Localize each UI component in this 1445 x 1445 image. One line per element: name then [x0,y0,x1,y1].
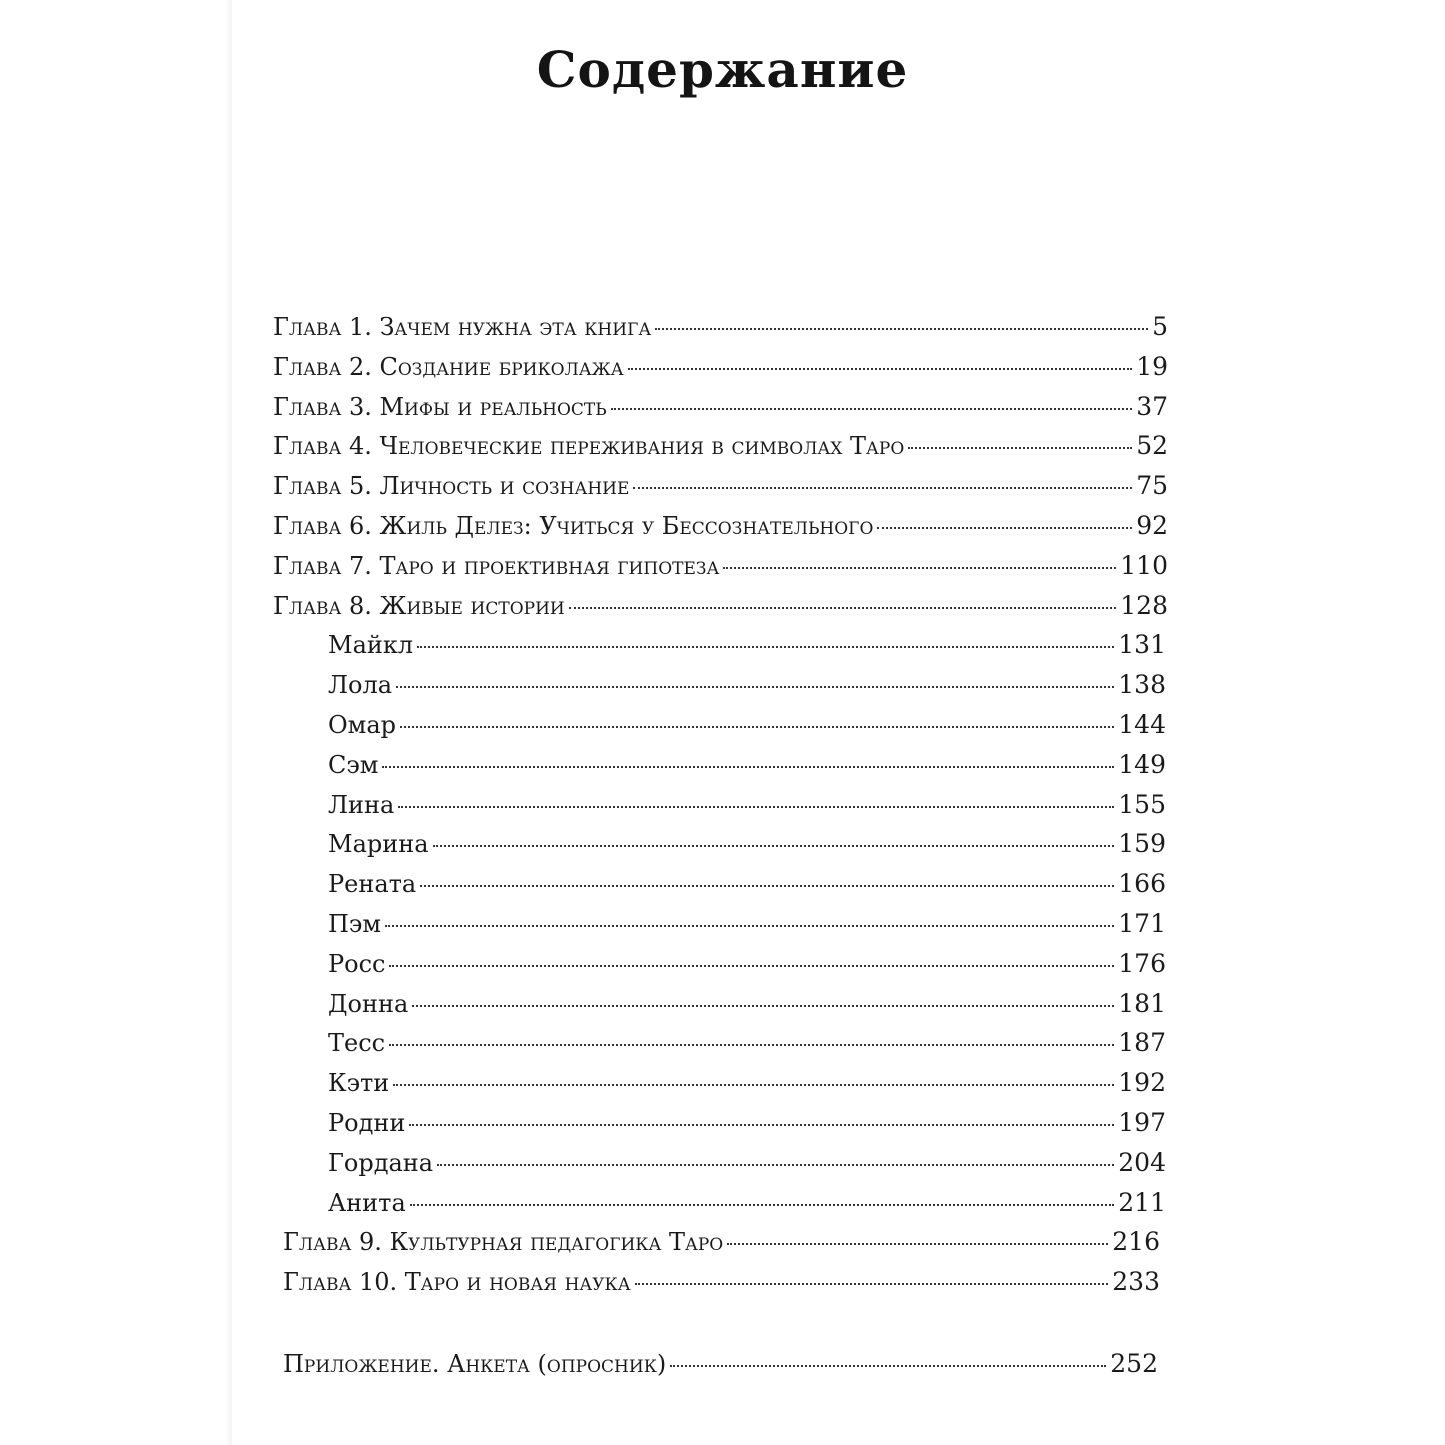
toc-row-appendix [283,1349,1158,1389]
toc-row-chapter [273,471,1168,511]
dot-leader [389,965,1114,967]
dot-leader [670,1365,1106,1367]
toc-row-story [328,710,1166,750]
toc-entry-title: Глава 6. Жиль Делез: Учиться у Бессознательного [273,512,874,540]
dot-leader [611,408,1132,410]
toc-row-story [328,790,1166,830]
toc-page-number: 159 [1118,829,1166,859]
toc-entry-title: Глава 3. Мифы и реальность [273,392,607,421]
toc-page-number: 155 [1118,789,1166,819]
toc-page-number: 181 [1118,988,1166,1018]
toc-entry-title: Марина [328,830,429,859]
toc-page-number: 211 [1118,1187,1166,1217]
dot-leader [410,1204,1115,1206]
toc-page-number: 176 [1118,948,1166,978]
toc-entry-title: Родни [328,1109,406,1137]
dot-leader [400,726,1114,728]
toc-row-chapter [273,511,1168,551]
toc-row-chapter [273,352,1168,392]
toc-page-number: 192 [1118,1068,1166,1098]
dot-leader [398,806,1114,808]
toc-row-story [328,949,1166,989]
toc-row-chapter [283,1267,1160,1307]
dot-leader [723,567,1116,569]
toc-row-chapter [273,312,1168,352]
toc-page-number: 187 [1118,1028,1166,1058]
toc-entry-title: Глава 5. Личность и сознание [273,472,630,501]
toc-entry-title: Приложение. Анкета (опросник) [283,1350,667,1378]
toc-entry-title: Пэм [328,910,382,938]
toc-page-number: 171 [1118,909,1166,938]
toc-entry-title: Донна [328,989,409,1018]
toc-row-story [328,989,1166,1029]
toc-row-story [328,909,1166,949]
dot-leader [389,1044,1114,1046]
toc-entry-title: Глава 10. Таро и новая наука [283,1268,631,1297]
dot-leader [635,1283,1109,1285]
toc-page-number: 216 [1112,1227,1160,1257]
dot-leader [628,368,1133,370]
toc-page-number: 204 [1118,1147,1166,1177]
toc-page-number: 92 [1136,511,1168,540]
toc-page-number: 138 [1118,670,1166,700]
toc-page-number: 252 [1110,1349,1158,1378]
dot-leader [393,1084,1114,1086]
toc-page-number: 144 [1118,710,1166,739]
dot-leader [417,646,1114,648]
toc-entry-title: Кэти [328,1069,390,1098]
toc-entry-title: Лина [328,790,395,819]
dot-leader [385,925,1114,927]
dot-leader [420,885,1114,887]
toc-page-number: 5 [1152,312,1168,341]
toc-entry-title: Тесс [328,1029,386,1058]
dot-leader [433,845,1115,847]
toc-page-number: 52 [1136,431,1168,461]
toc-entry-title: Майкл [328,631,414,660]
toc-entry-title: Глава 7. Таро и проективная гипотеза [273,551,720,580]
toc-row-story [328,670,1166,710]
toc-page-number: 128 [1120,590,1168,620]
dot-leader [877,527,1132,529]
toc-entry-title: Глава 4. Человеческие переживания в символах Таро [273,432,905,461]
dot-leader [633,487,1132,489]
toc-entry-title: Лола [328,671,393,700]
toc-row-chapter [273,551,1168,591]
dot-leader [727,1243,1108,1245]
toc-row-chapter [273,431,1168,471]
toc-entry-title: Глава 8. Живые истории [273,591,565,620]
dot-leader [908,447,1132,449]
toc-row-story [328,1108,1166,1148]
toc-entry-title: Омар [328,711,397,739]
toc-row-story [328,1188,1166,1228]
toc-row-chapter [273,392,1168,432]
toc-row-story [328,1148,1166,1188]
dot-leader [412,1005,1114,1007]
dot-leader [655,328,1148,330]
toc-page-number: 166 [1118,869,1166,899]
dot-leader [569,607,1117,609]
toc-page-number: 131 [1118,630,1166,660]
toc-row-chapter [273,591,1168,631]
toc-page-number: 37 [1136,391,1168,421]
toc-entry-title: Глава 9. Культурная педагогика Таро [283,1228,724,1257]
toc-row-story [328,1028,1166,1068]
dot-leader [382,766,1114,768]
toc-entry-title: Глава 2. Создание бриколажа [273,352,624,381]
dot-leader [396,686,1114,688]
toc-entry-title: Росс [328,949,386,978]
page-title: Содержание [536,40,909,99]
toc-entry-title: Гордана [328,1148,434,1177]
toc-page-number: 197 [1118,1108,1166,1137]
toc-row-story [328,750,1166,790]
toc-row-chapter [283,1227,1160,1267]
toc-page-number: 75 [1136,471,1168,501]
toc-page-number: 149 [1118,749,1166,779]
toc-row-story [328,869,1166,909]
dot-leader [437,1164,1114,1166]
toc-page-number: 110 [1120,550,1168,580]
toc-page-number: 19 [1136,351,1168,381]
toc-row-story [328,1068,1166,1108]
toc-page-number: 233 [1112,1267,1160,1297]
toc-entry-title: Рената [328,870,417,899]
toc-row-story [328,829,1166,869]
toc-row-story [328,630,1166,670]
toc-entry-title: Сэм [328,750,379,779]
dot-leader [409,1124,1114,1126]
toc-entry-title: Глава 1. Зачем нужна эта книга [273,313,652,341]
toc-entry-title: Анита [328,1188,406,1217]
